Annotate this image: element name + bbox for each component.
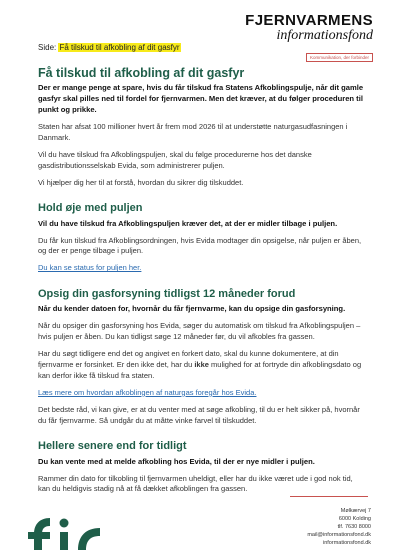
section-paragraph-cancel-1: Når du opsiger din gasforsyning hos Evida, søger du automatisk om tilskud fra Afkoblingspuljen – hvis puljen er åben. Du kan tidligst søge 12 måneder før, du vil afkobles fra gassen. (38, 321, 361, 342)
section-heading-later: Hellere senere end for tidligt (38, 440, 187, 453)
section-heading-pool: Hold øje med puljen (38, 202, 143, 215)
article-lead: Der er mange penge at spare, hvis du får tilskud fra Statens Afkoblingspulje, når dit gamle gasfyr skal pilles ned til fordel for fjernvarmen. Men det kræver, at du følger proceduren til punkt og prikke. (38, 83, 364, 114)
section-lead-later: Du kan vente med at melde afkobling hos Evida, til der er nye midler i puljen. (38, 456, 315, 466)
section-paragraph-later: Rammer din dato for tilkobling til fjernvarmen uheldigt, eller har du ikke været ude i god nok tid, kan du heldigvis stadig nå at få dækket afkoblingen fra gassen. (38, 473, 353, 494)
brand-logo (245, 13, 373, 43)
breadcrumb-current-page: Få tilskud til afkobling af dit gasfyr (59, 43, 180, 52)
breadcrumb-prefix: Side: (38, 43, 59, 52)
article-paragraph-3: Vi hjælper dig her til at forstå, hvordan du sikrer dig tilskuddet. (38, 177, 244, 187)
breadcrumb (38, 43, 181, 52)
brand-logo-main: FJERNVARMENS (245, 12, 373, 29)
footer-divider (290, 496, 368, 497)
article-paragraph-2: Vil du have tilskud fra Afkoblingspuljen, skal du følge procedurerne hos det danske gasdistributionsselskab Evida, som administrerer puljen. (38, 149, 312, 170)
section-lead-pool: Vil du have tilskud fra Afkoblingspuljen kræver det, at der er midler tilbage i puljen. (38, 218, 338, 228)
evida-read-more-link[interactable]: Læs mere om hvordan afkoblingen af naturgas foregår hos Evida. (38, 387, 257, 397)
address-email[interactable]: mail@informationsfond.dk (307, 531, 371, 538)
pool-status-link[interactable]: Du kan se status for puljen her. (38, 263, 142, 273)
article (38, 66, 366, 501)
section-lead-cancel: Når du kender datoen for, hvornår du får fjernvarme, kan du opsige din gasforsyning. (38, 304, 346, 314)
address-city: 6000 Kolding (338, 515, 371, 522)
address-phone: tlf. 7630 8000 (337, 523, 371, 530)
tagline-badge: Kommunikation, der forbinder (306, 53, 373, 62)
address-street: Mølkærvej 7 (340, 508, 371, 514)
section-heading-cancel: Opsig din gasforsyning tidligst 12 måneder forud (38, 288, 296, 301)
section-paragraph-pool: Du får kun tilskud fra Afkoblingsordningen, hvis Evida modtager din opsigelse, når puljen er åben, og der er penge tilbage i puljen. (38, 235, 362, 256)
brand-logo-sub: informationsfond (276, 28, 373, 43)
fi-emblem-icon (20, 514, 115, 550)
article-paragraph-1: Staten har afsat 100 millioner hvert år frem mod 2026 til at understøtte naturgasudfasningen i Danmark. (38, 122, 348, 142)
contact-address (307, 508, 371, 548)
section-paragraph-cancel-3: Det bedste råd, vi kan give, er at du venter med at søge afkobling, til du er helt sikker på, hvornår du får fjernvarme. Så undgår du at måtte vinke farvel til tilskuddet. (38, 404, 360, 425)
address-website[interactable]: informationsfond.dk (323, 539, 371, 546)
section-paragraph-cancel-2: Har du søgt tidligere end det og angivet en forkert dato, skal du kunne dokumentere, at din fjernvarme er forsinket. Er den ikke det, har du ikke mulighed for at fortryde din afkoblingsdato og kan derfor ikke få tilskud fra staten. (38, 349, 362, 380)
page-title: Få tilskud til afkobling af dit gasfyr (38, 66, 245, 80)
